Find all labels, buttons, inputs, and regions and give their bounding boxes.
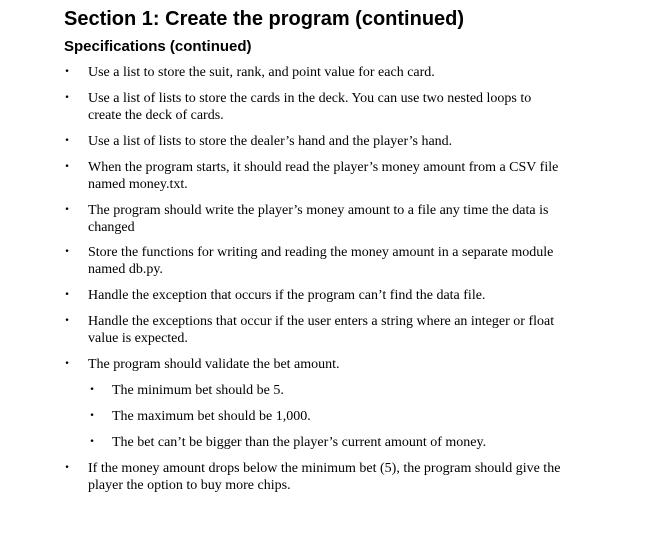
spec-item-text (88, 460, 588, 494)
bullet-icon: • (89, 437, 95, 447)
bet-rule-text (112, 382, 582, 399)
specifications-heading: Specifications (continued) (64, 38, 252, 55)
bullet-icon: • (64, 463, 70, 473)
spec-line: Use a list of lists to store the cards in the deck. You can use two nested loops to (88, 91, 532, 106)
spec-line: changed (88, 220, 135, 235)
spec-item-text (88, 133, 588, 150)
bullet-icon: • (64, 136, 70, 146)
bet-rule-line: The minimum bet should be 5. (112, 383, 284, 398)
spec-line: The program should write the player’s money amount to a file any time the data is (88, 203, 549, 218)
spec-item-text (88, 313, 588, 347)
bullet-icon: • (64, 67, 70, 77)
spec-line: Handle the exceptions that occur if the user enters a string where an integer or float (88, 314, 555, 329)
spec-item-text (88, 356, 588, 373)
spec-item-text (88, 90, 588, 124)
bet-rule-text (112, 434, 582, 451)
spec-line: named db.py. (88, 262, 163, 277)
spec-item-text (88, 202, 588, 236)
bullet-icon: • (64, 162, 70, 172)
spec-line: named money.txt. (88, 177, 188, 192)
bullet-icon: • (89, 385, 95, 395)
spec-item-text (88, 287, 588, 304)
bullet-icon: • (64, 290, 70, 300)
spec-item-text (88, 64, 588, 81)
spec-line: When the program starts, it should read the player’s money amount from a CSV file (88, 160, 559, 175)
bet-rule-text (112, 408, 582, 425)
spec-line: Handle the exception that occurs if the program can’t find the data file. (88, 288, 486, 303)
bet-rule-line: The bet can’t be bigger than the player’s current amount of money. (112, 435, 487, 450)
bullet-icon: • (64, 205, 70, 215)
bullet-icon: • (64, 93, 70, 103)
spec-line: Store the functions for writing and reading the money amount in a separate module (88, 245, 554, 260)
spec-line: If the money amount drops below the minimum bet (5), the program should give the (88, 461, 561, 476)
spec-line: Use a list of lists to store the dealer’s hand and the player’s hand. (88, 134, 453, 149)
bullet-icon: • (64, 247, 70, 257)
spec-line: create the deck of cards. (88, 108, 224, 123)
spec-line: player the option to buy more chips. (88, 478, 291, 493)
spec-line: Use a list to store the suit, rank, and point value for each card. (88, 65, 435, 80)
spec-item-text (88, 159, 588, 193)
bullet-icon: • (89, 411, 95, 421)
spec-line: value is expected. (88, 331, 188, 346)
spec-line: The program should validate the bet amount. (88, 357, 340, 372)
bullet-icon: • (64, 359, 70, 369)
bullet-icon: • (64, 316, 70, 326)
section-title: Section 1: Create the program (continued) (64, 8, 465, 30)
spec-item-text (88, 244, 588, 278)
bet-rule-line: The maximum bet should be 1,000. (112, 409, 311, 424)
